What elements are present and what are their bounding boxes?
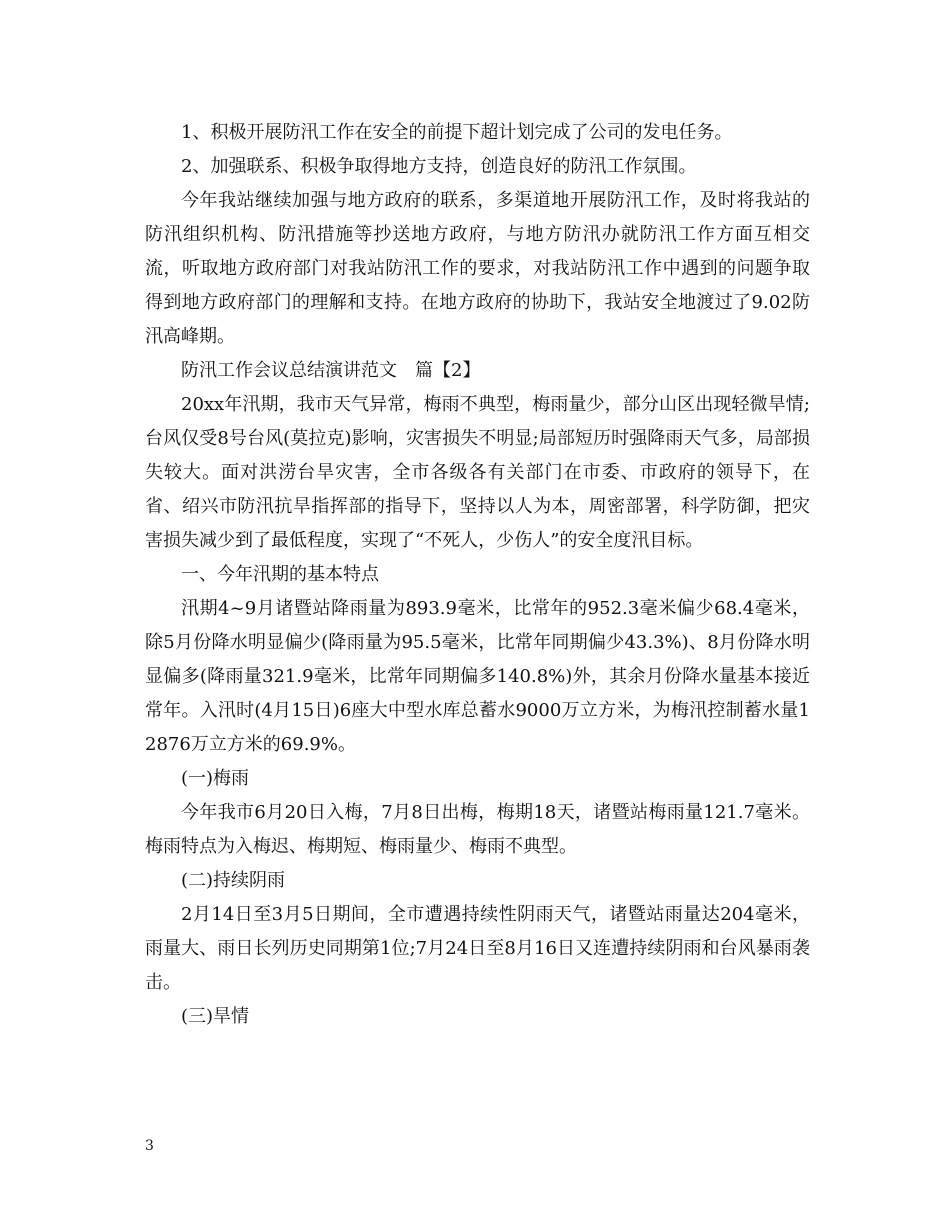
heading-continuous-rain: (二)持续阴雨 [181,870,286,891]
heading-basic-features: 一、今年汛期的基本特点 [181,564,379,585]
paragraph-item-1: 1、积极开展防汛工作在安全的前提下超计划完成了公司的发电任务。 [181,122,733,143]
paragraph-summary: 20xx年汛期，我市天气异常，梅雨不典型，梅雨量少，部分山区出现轻微旱情;台风仅受8号台风(莫拉克)影响，灾害损失不明显;局部短历时强降雨天气多，局部损失较大。面对洪涝台旱灾害，全市各级各有关部门在市委、市政府的领导下，在省、绍兴市防汛抗旱指挥部的指导下，坚持以人为本，周密部署，科学防御，把灾害损失减少到了最低程度，实现了“不死人，少伤人”的安全度汛目标。 [145,394,810,551]
page-number: 3 [145,1138,154,1154]
section-heading: 防汛工作会议总结演讲范文 篇【2】 [181,360,481,381]
heading-drought: (三)旱情 [181,1006,250,1027]
document-body [145,116,810,1034]
paragraph-item-2: 2、加强联系、积极争取得地方支持，创造良好的防汛工作氛围。 [181,156,697,177]
paragraph-plum-rain: 今年我市6月20日入梅，7月8日出梅，梅期18天，诸暨站梅雨量121.7毫米。梅雨特点为入梅迟、梅期短、梅雨量少、梅雨不典型。 [145,802,810,857]
heading-plum-rain: (一)梅雨 [181,768,250,789]
paragraph-rainfall: 汛期4~9月诸暨站降雨量为893.9毫米，比常年的952.3毫米偏少68.4毫米，除5月份降水明显偏少(降雨量为95.5毫米，比常年同期偏少43.3%)、8月份降水明显偏多(降雨量321.9毫米，比常年同期偏多140.8%)外，其余月份降水量基本接近常年。入汛时(4月15日)6座大中型水库总蓄水9000万立方米，为梅汛控制蓄水量12876万立方米的69.9%。 [145,598,810,755]
paragraph-continuous-rain: 2月14日至3月5日期间，全市遭遇持续性阴雨天气，诸暨站雨量达204毫米，雨量大、雨日长列历史同期第1位;7月24日至8月16日又连遭持续阴雨和台风暴雨袭击。 [145,904,810,993]
paragraph-cooperation: 今年我站继续加强与地方政府的联系，多渠道地开展防汛工作，及时将我站的防汛组织机构、防汛措施等抄送地方政府，与地方防汛办就防汛工作方面互相交流，听取地方政府部门对我站防汛工作的要求，对我站防汛工作中遇到的问题争取得到地方政府部门的理解和支持。在地方政府的协助下，我站安全地渡过了9.02防汛高峰期。 [145,190,810,347]
